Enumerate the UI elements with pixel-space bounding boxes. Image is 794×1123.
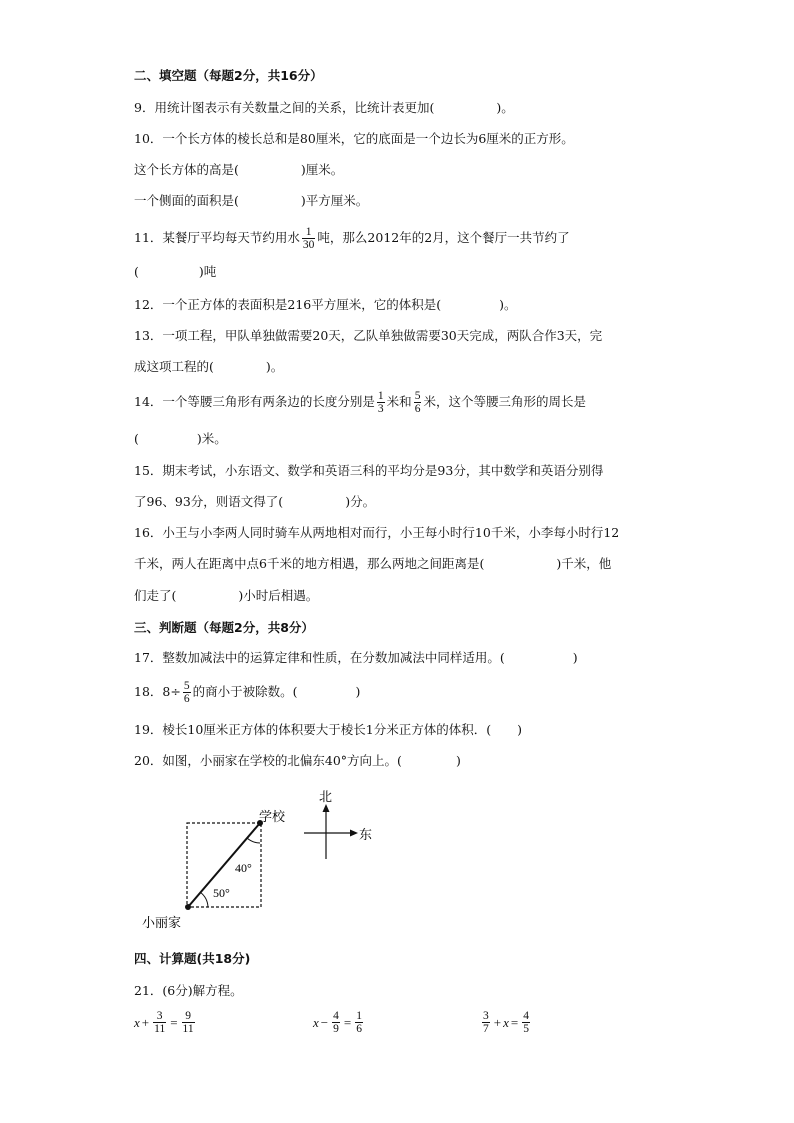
question-18 (134, 678, 360, 706)
question-15-line1: 15．期末考试，小东语文、数学和英语三科的平均分是93分，其中数学和英语分别得 (134, 463, 604, 478)
q14-l1a: 14．一个等腰三角形有两条边的长度分别是 (134, 394, 375, 409)
question-16-line2 (134, 556, 611, 572)
q19-a: 19．棱长10厘米正方体的体积要大于棱长1分米正方体的体积．( (134, 722, 492, 737)
angle-40-label: 40° (235, 861, 252, 875)
question-10-line2 (134, 162, 343, 178)
eq2-r-den: 6 (356, 1023, 362, 1035)
q14-l2a: ( (134, 431, 139, 446)
eq3-equals: = (510, 1014, 519, 1030)
q14-l2b: )米。 (196, 431, 227, 446)
angle-arc-top (247, 838, 260, 843)
eq1-fraction (153, 1010, 166, 1035)
q18-a: 18．8÷ (134, 684, 181, 699)
question-13-line1: 13．一项工程，甲队单独做需要20天，乙队单独做需要30天完成，两队合作3天，完 (134, 328, 603, 343)
q14-l1b: 米和 (386, 394, 412, 409)
q13-l2b: )。 (265, 359, 284, 374)
q14-f2-den: 6 (414, 403, 421, 415)
eq2-var: x (313, 1014, 319, 1030)
eq1-result (182, 1010, 195, 1035)
eq2-f-den: 9 (333, 1023, 339, 1035)
q11-fraction (302, 226, 316, 251)
eq1-var: x (134, 1014, 140, 1030)
q14-f2-num: 5 (414, 390, 421, 402)
q11-l2b: )吨 (198, 264, 217, 279)
question-21: 21．(6分)解方程。 (134, 983, 243, 998)
eq1-equals: = (170, 1014, 178, 1030)
eq3-f-den: 7 (483, 1023, 489, 1035)
question-11-line1 (134, 224, 570, 252)
q11-l1a: 11．某餐厅平均每天节约用水 (134, 230, 300, 245)
q19-b: ) (517, 722, 523, 737)
q16-l2a: 千米，两人在距离中点6千米的地方相遇，那么两地之间距离是( (134, 556, 485, 571)
q14-f1-num: 1 (377, 390, 384, 402)
question-16-line1: 16．小王与小李两人同时骑车从两地相对而行，小王每小时行10千米，小李每小时行12 (134, 525, 620, 540)
eq3-fraction (482, 1010, 490, 1035)
q17-b: ) (572, 650, 578, 665)
q10-l2a: 这个长方体的高是( (134, 162, 239, 177)
east-arrow-icon (350, 830, 358, 837)
angle-arc-bottom (200, 892, 208, 907)
q11-l2a: ( (134, 264, 139, 279)
eq3-op: + (493, 1014, 502, 1030)
eq3-var: x (503, 1014, 509, 1030)
east-label: 东 (359, 828, 373, 843)
q20-b: ) (455, 753, 461, 768)
question-10-line1: 10．一个长方体的棱长总和是80厘米，它的底面是一个边长为6厘米的正方形。 (134, 131, 574, 146)
north-arrow-icon (323, 804, 330, 812)
q14-fraction-1 (377, 390, 385, 415)
eq1-r-den: 11 (182, 1023, 194, 1035)
q12-a: 12．一个正方体的表面积是216平方厘米，它的体积是( (134, 297, 442, 312)
equation-1 (134, 1010, 197, 1035)
q12-b: )。 (499, 297, 517, 312)
eq1-f-num: 3 (156, 1010, 163, 1022)
section-3-title: 三、判断题（每题2分，共8分） (134, 620, 314, 635)
section-2-title: 二、填空题（每题2分，共16分） (134, 68, 323, 83)
question-14-line1 (134, 388, 586, 416)
eq2-result (355, 1010, 363, 1035)
home-point (185, 904, 191, 910)
home-label: 小丽家 (142, 916, 182, 931)
angle-50-label: 50° (213, 886, 230, 900)
q18-b: 的商小于被除数。( (192, 684, 298, 699)
equation-3 (480, 1010, 532, 1035)
q9-text: 9．用统计图表示有关数量之间的关系，比统计表更加( (134, 100, 435, 115)
q15-l2a: 了96、93分，则语文得了( (134, 494, 284, 509)
question-9 (134, 100, 514, 116)
q18-fraction (183, 680, 191, 705)
eq3-result (522, 1010, 530, 1035)
eq2-equals: = (343, 1014, 352, 1030)
q18-c: ) (355, 684, 361, 699)
question-11-line2 (134, 264, 216, 280)
q18-f-den: 6 (183, 693, 190, 705)
question-15-line2 (134, 494, 375, 510)
q9-end: )。 (496, 100, 514, 115)
q10-l3b: )平方厘米。 (300, 193, 369, 208)
question-16-line3 (134, 588, 318, 604)
eq2-f-num: 4 (333, 1010, 339, 1022)
q16-l2b: )千米，他 (556, 556, 612, 571)
eq3-f-num: 3 (483, 1010, 489, 1022)
q17-a: 17．整数加减法中的运算定律和性质，在分数加减法中同样适用。( (134, 650, 505, 665)
q20-a: 20．如图，小丽家在学校的北偏东40°方向上。( (134, 753, 402, 768)
question-20 (134, 753, 461, 769)
question-13-line2 (134, 359, 283, 375)
eq1-f-den: 11 (154, 1023, 166, 1035)
eq2-r-num: 1 (356, 1010, 362, 1022)
q10-l2b: )厘米。 (300, 162, 344, 177)
q15-l2b: )分。 (345, 494, 376, 509)
q18-f-num: 5 (183, 680, 190, 692)
direction-figure (130, 785, 390, 935)
q11-frac-den: 30 (302, 239, 315, 251)
eq3-r-den: 5 (523, 1023, 529, 1035)
q11-frac-num: 1 (305, 226, 312, 238)
eq1-r-num: 9 (185, 1010, 191, 1022)
eq2-op: − (320, 1014, 329, 1030)
q14-f1-den: 3 (377, 403, 384, 415)
q16-l3a: 们走了( (134, 588, 177, 603)
q14-fraction-2 (414, 390, 422, 415)
equation-2 (313, 1010, 365, 1035)
question-19 (134, 722, 522, 738)
eq2-fraction (332, 1010, 340, 1035)
question-17 (134, 650, 578, 666)
question-10-line3 (134, 193, 368, 209)
north-label: 北 (319, 790, 333, 805)
section-4-title: 四、计算题(共18分) (134, 951, 251, 966)
eq1-op: + (141, 1014, 150, 1030)
school-label: 学校 (259, 810, 286, 825)
question-14-line2 (134, 431, 227, 447)
q14-l1c: 米，这个等腰三角形的周长是 (423, 394, 586, 409)
eq3-r-num: 4 (523, 1010, 529, 1022)
q11-l1b: 吨，那么2012年的2月，这个餐厅一共节约了 (317, 230, 570, 245)
question-12 (134, 297, 517, 313)
q13-l2a: 成这项工程的( (134, 359, 214, 374)
q16-l3b: )小时后相遇。 (238, 588, 319, 603)
q10-l3a: 一个侧面的面积是( (134, 193, 239, 208)
